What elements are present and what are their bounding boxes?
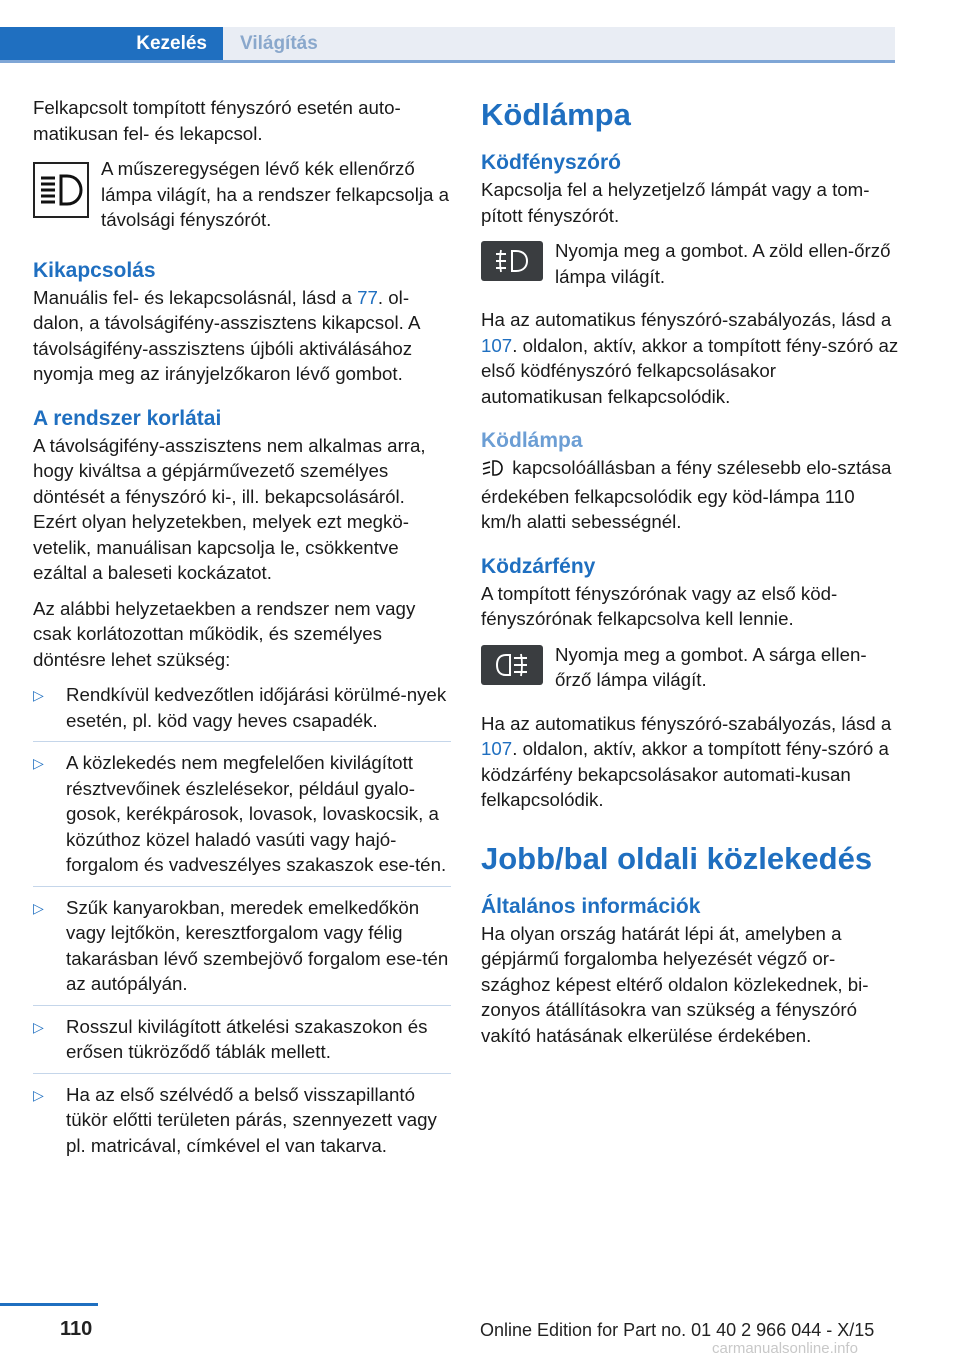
watermark: carmanualsonline.info [712,1340,858,1357]
intro-paragraph: Felkapcsolt tompított fényszóró esetén auto-matikusan fel- és lekapcsol. [33,97,401,144]
kodlampa-text: kapcsolóállásban a fény szélesebb elo-sztása érdekében felkapcsolódik egy köd-lámpa 110 km/h alatti sebességnél. [481,457,892,532]
jobb-bal-title: Jobb/bal oldali közlekedés [481,840,873,876]
tab-kezeles[interactable]: Kezelés [0,27,223,60]
altalanos-heading: Általános információk [481,894,701,918]
list-item-text: Szűk kanyarokban, meredek emelkedőkön vagy lejtőkön, keresztforgalom vagy félig takarásban lévő szembejövő forgalom ese-tén az autópályán. [66,896,449,994]
kikapcsolas-paragraph [33,285,451,387]
bullet-triangle-icon: ▷ [33,1086,44,1103]
right-column [481,95,899,1058]
list-item-text: Rendkívül kedvezőtlen időjárási körülmé-nyek esetén, pl. köd vagy heves csapadék. [66,684,447,731]
kodlampa-title: Ködlámpa [481,97,631,132]
kodlampa-paragraph [481,455,899,535]
high-beam-indicator-row [33,156,451,233]
kodfenyszoro-paragraph-1: Kapcsolja fel a helyzetjelző lámpát vagy a tom-pított fényszórót. [481,179,870,226]
limitations-list [33,682,451,1166]
kodfenyszoro-heading: Ködfényszóró [481,151,622,174]
kodfenyszoro-paragraph-2 [481,307,899,409]
bullet-triangle-icon: ▷ [33,687,44,703]
high-beam-indicator-text: A műszeregységen lévő kék ellenőrző lámpa világít, ha a rendszer felkapcsolja a távolsági fényszórót. [101,158,449,230]
fog-lamp-switch-icon [481,458,503,484]
bullet-triangle-icon: ▷ [33,1018,44,1035]
list-item [33,750,451,887]
page-number: 110 [60,1318,93,1340]
altalanos-paragraph: Ha olyan ország határát lépi át, amelyben a gépjármű forgalomba helyezését végző or-szághoz képest eltérő oldalon közlekednek, bi-zonyos átállításokra van szükség a fényszóró vakító hatásának elkerülése érdekében. [481,922,869,1046]
list-item [33,682,451,742]
list-item-text: Rosszul kivilágított átkelési szakaszokon és erősen tükröződő táblák mellett. [66,1015,428,1062]
list-item [33,895,451,1006]
kodzarfeny-paragraph-2 [481,711,899,813]
korlatai-paragraph-2: Az alábbi helyzetaekben a rendszer nem vagy csak korlátozottan működik, és személyes döntésre lehet szükség: [33,597,416,670]
front-fog-light-button-icon[interactable] [481,241,543,281]
front-fog-button-text: Nyomja meg a gombot. A zöld ellen-őrző lámpa világít. [555,240,891,287]
page-link-107-b[interactable]: 107 [481,738,513,759]
kodfenyszoro-p2-after: . oldalon, aktív, akkor a tompított fény-szóró az első ködfényszóró felkapcsolásakor automatikusan felkapcsolódik. [481,334,899,407]
list-item-text: Ha az első szélvédő a belső visszapillantó tükör előtti területen párás, szennyezett vagy pl. matricával, címkével el van takarva. [66,1083,437,1156]
front-fog-button-row [481,238,899,289]
tab-vilagitas[interactable]: Világítás [223,27,895,60]
kikapcsolas-heading: Kikapcsolás [33,258,156,282]
kikapcsolas-text-before: Manuális fel- és lekapcsolásnál, lásd a [33,286,358,308]
edition-text: Online Edition for Part no. 01 40 2 966 044 - X/15 [480,1320,875,1340]
page-link-107[interactable]: 107 [481,334,513,356]
list-item-text: A közlekedés nem megfelelően kivilágított résztvevőinek észlelésekor, például gyalo-gosok, kerékpárosok, lovasok, lovaskocsik, a közúthoz közel haladó vasúti vagy hajó-forgalom és vadveszélyes szakaszok ese-tén. [66,752,447,875]
kikapcsolas-text-after: . ol-dalon, a távolságifény-asszisztens kikapcsol. A távolságifény-asszisztens újbóli aktiválásához nyomja meg az irányjelzőkaron lévő gombot. [33,286,420,384]
kodzarfeny-paragraph-1: A tompított fényszórónak vagy az első köd-fényszórónak felkapcsolva kell lennie. [481,582,838,629]
list-item [33,1014,451,1074]
kodzarfeny-p2-before: Ha az automatikus fényszóró-szabályozás, lásd a [481,712,892,734]
kodzarfeny-heading: Ködzárfény [481,554,596,578]
rear-fog-button-row [481,642,899,693]
kodzarfeny-p2-after: . oldalon, aktív, akkor a tompított fény-szóró a ködzárfény bekapcsolásakor automati-kusan felkapcsolódik. [481,738,889,810]
left-column [33,95,451,1174]
rear-fog-button-text: Nyomja meg a gombot. A sárga ellen-őrző lámpa világít. [555,643,867,690]
bullet-triangle-icon: ▷ [33,755,44,771]
rear-fog-light-button-icon[interactable] [481,645,543,685]
high-beam-indicator-icon [33,162,89,218]
footer-rule [0,1303,98,1306]
list-item [33,1082,451,1167]
kodfenyszoro-p2-before: Ha az automatikus fényszóró-szabályozás, lásd a [481,309,892,330]
korlatai-paragraph-1: A távolságifény-asszisztens nem alkalmas arra, hogy kiváltsa a gépjárművezető személyes döntését a fényszóró ki-, ill. bekapcsolásáról. Ezért olyan helyzetekben, melyek ezt megkö-vetelik, manuálisan kapcsolja le, csökkentve ezáltal a baleseti kockázatot. [33,434,426,583]
bullet-triangle-icon: ▷ [33,899,44,916]
header-rule [0,60,895,63]
korlatai-heading: A rendszer korlátai [33,406,222,430]
page-link-77[interactable]: 77 [357,286,378,308]
header-bar [0,0,960,62]
kodlampa-subheading: Ködlámpa [481,429,583,452]
